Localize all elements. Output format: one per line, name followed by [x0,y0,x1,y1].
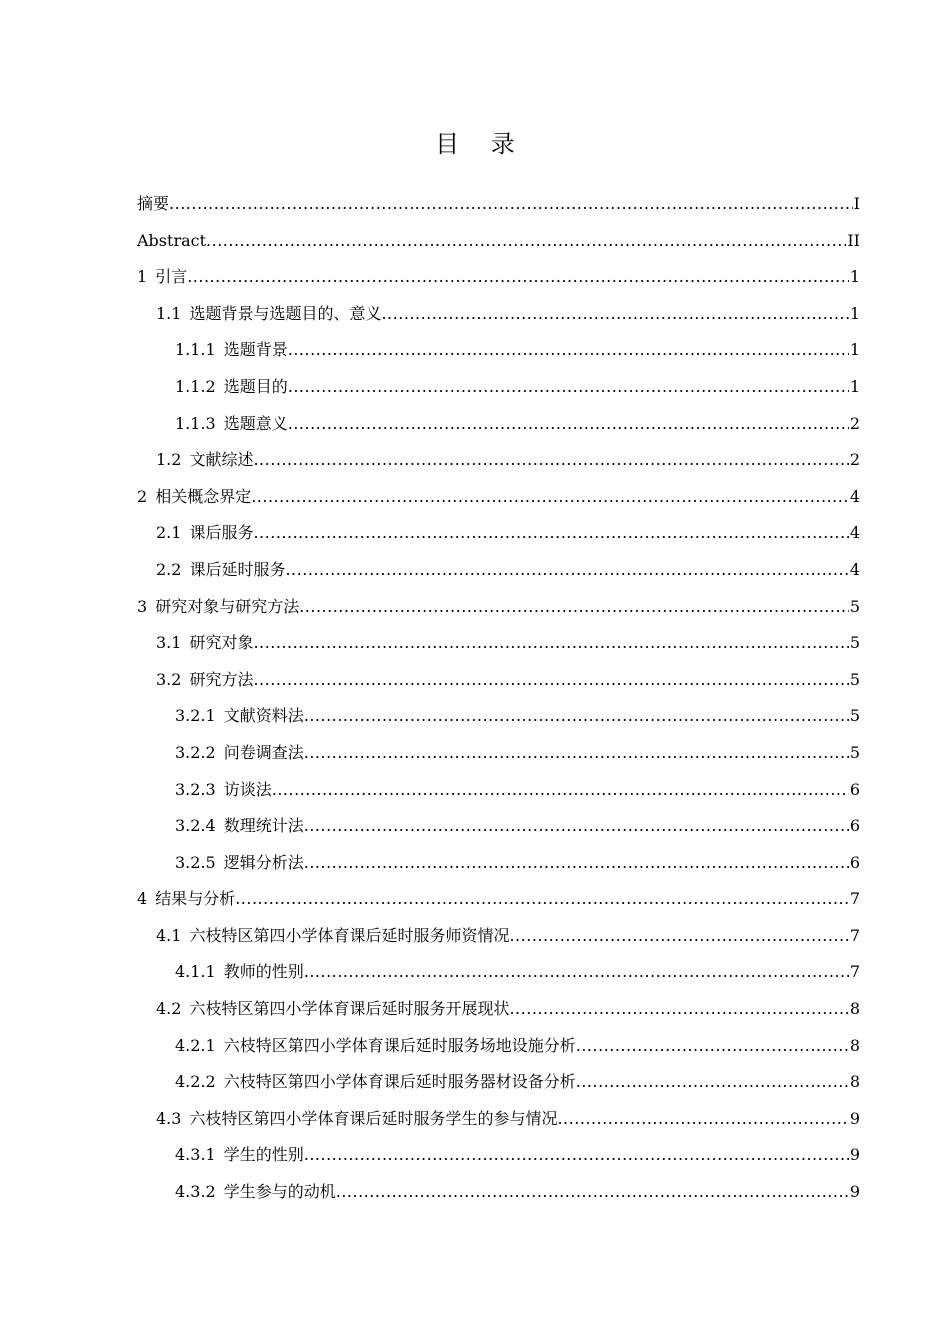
toc-entry-number: 2 [137,486,148,506]
toc-entry-page-number: 8 [849,1035,860,1055]
dot-leader [381,296,848,333]
toc-entry-page-number: 4 [849,559,860,579]
toc-entry-title: 课后服务 [189,523,254,543]
toc-entry-number: 4.3.2 [175,1182,216,1202]
toc-entry-title: 课后延时服务 [189,559,286,579]
page-title: 目 录 [435,130,527,158]
dot-leader [509,991,848,1028]
table-of-contents [137,186,860,1211]
toc-entry-number: 3.2.4 [175,816,216,836]
toc-entry[interactable] [137,296,860,333]
toc-entry[interactable] [137,332,860,369]
toc-entry-number: 1.1.2 [175,376,216,396]
dot-leader [187,259,849,296]
toc-entry-number: 1.1 [156,303,182,323]
toc-entry-page-number: 9 [849,1145,860,1165]
toc-entry[interactable] [137,186,860,223]
toc-entry-page-number: 1 [849,303,860,323]
toc-entry-number: 3.2.1 [175,706,216,726]
dot-leader [235,881,849,918]
toc-entry[interactable] [137,589,860,626]
dot-leader [304,1137,849,1174]
toc-entry-page-number: 6 [849,852,860,872]
dot-leader [304,735,849,772]
toc-entry-title: 研究对象与研究方法 [155,596,300,616]
dot-leader [206,223,846,260]
toc-entry-title: 访谈法 [223,779,272,799]
toc-entry-page-number: 9 [849,1182,860,1202]
toc-entry[interactable] [137,698,860,735]
toc-entry-title: 选题背景与选题目的、意义 [189,303,382,323]
toc-entry-number: 3.1 [156,633,182,653]
toc-entry-number: 4.1.1 [175,962,216,982]
toc-entry[interactable] [137,1174,860,1211]
toc-entry-page-number: 6 [849,816,860,836]
dot-leader [251,479,849,516]
toc-entry-page-number: 5 [849,596,860,616]
toc-entry-page-number: 1 [849,267,860,287]
toc-entry-page-number: 5 [849,742,860,762]
toc-entry-number: 4.3 [156,1108,182,1128]
dot-leader [253,662,848,699]
toc-entry-page-number: 4 [849,486,860,506]
toc-entry[interactable] [137,442,860,479]
toc-entry-title: 六枝特区第四小学体育课后延时服务开展现状 [189,999,510,1019]
toc-entry[interactable] [137,735,860,772]
toc-entry-title: 选题目的 [223,376,288,396]
dot-leader [304,954,849,991]
dot-leader [576,1028,849,1065]
toc-entry[interactable] [137,479,860,516]
toc-entry-page-number: 7 [849,925,860,945]
toc-entry-page-number: 5 [849,669,860,689]
toc-entry-number: 3.2.3 [175,779,216,799]
toc-entry-page-number: 5 [849,706,860,726]
toc-entry-title: 数理统计法 [223,816,304,836]
toc-entry-title: 文献综述 [189,450,254,470]
toc-entry-number: 4.1 [156,925,182,945]
toc-entry[interactable] [137,223,860,260]
toc-entry[interactable] [137,1137,860,1174]
toc-entry-page-number: 2 [849,413,860,433]
dot-leader [557,1101,848,1138]
toc-entry-page-number: 7 [849,962,860,982]
toc-entry[interactable] [137,259,860,296]
toc-entry-title: 六枝特区第四小学体育课后延时服务学生的参与情况 [189,1108,558,1128]
toc-entry-title: 选题背景 [223,340,288,360]
toc-entry-number: 2.1 [156,523,182,543]
dot-leader [253,442,848,479]
toc-entry-number: 2.2 [156,559,182,579]
toc-entry[interactable] [137,991,860,1028]
toc-entry[interactable] [137,954,860,991]
toc-entry-number: 4.3.1 [175,1145,216,1165]
dot-leader [304,845,849,882]
toc-entry-page-number: 1 [849,340,860,360]
toc-entry[interactable] [137,552,860,589]
toc-entry-title: 六枝特区第四小学体育课后延时服务场地设施分析 [223,1035,576,1055]
toc-entry-title: 研究对象 [189,633,254,653]
dot-leader [272,772,849,809]
toc-entry[interactable] [137,1101,860,1138]
toc-entry-page-number: 8 [849,999,860,1019]
toc-entry-page-number: 1 [849,376,860,396]
toc-entry-number: 4.2 [156,999,182,1019]
dot-leader [336,1174,849,1211]
toc-entry-page-number: 2 [849,450,860,470]
dot-leader [304,808,849,845]
toc-entry-page-number: 8 [849,1072,860,1092]
toc-entry-title: 结果与分析 [155,889,236,909]
toc-entry-title: 研究方法 [189,669,254,689]
toc-entry-title: 教师的性别 [223,962,304,982]
toc-entry-title: 学生的性别 [223,1145,304,1165]
toc-entry[interactable] [137,662,860,699]
toc-entry[interactable] [137,1064,860,1101]
toc-entry-title: 相关概念界定 [155,486,252,506]
toc-entry-title: 学生参与的动机 [223,1182,336,1202]
dot-leader [304,698,849,735]
toc-entry-number: 3.2 [156,669,182,689]
dot-leader [253,625,848,662]
toc-entry-number: 1.1.1 [175,340,216,360]
dot-leader [169,186,853,223]
toc-entry-title: 选题意义 [223,413,288,433]
toc-entry-number: 3.2.2 [175,742,216,762]
toc-entry-number: 3 [137,596,148,616]
toc-entry[interactable] [137,845,860,882]
toc-entry-number: 3.2.5 [175,852,216,872]
toc-entry-page-number: 6 [849,779,860,799]
toc-entry-page-number: 7 [849,889,860,909]
toc-entry-number: 4 [137,889,148,909]
dot-leader [288,369,849,406]
toc-entry-page-number: 9 [849,1108,860,1128]
toc-entry-page-number: I [853,194,860,213]
toc-entry[interactable] [137,625,860,662]
toc-entry-title: 六枝特区第四小学体育课后延时服务师资情况 [189,925,510,945]
toc-entry[interactable] [137,1028,860,1065]
dot-leader [288,406,849,443]
toc-entry-number: 4.2.2 [175,1072,216,1092]
toc-entry-title: 引言 [155,267,188,287]
toc-entry-number: 1.1.3 [175,413,216,433]
toc-entry-page-number: 5 [849,633,860,653]
toc-entry-page-number: 4 [849,523,860,543]
toc-entry-title: Abstract [137,230,207,250]
toc-entry[interactable] [137,772,860,809]
toc-entry-title: 逻辑分析法 [223,852,304,872]
dot-leader [299,589,849,626]
dot-leader [576,1064,849,1101]
toc-entry[interactable] [137,808,860,845]
dot-leader [285,552,848,589]
toc-entry-number: 1 [137,267,148,287]
toc-entry-number: 4.2.1 [175,1035,216,1055]
toc-entry-title: 文献资料法 [223,706,304,726]
toc-entry[interactable] [137,369,860,406]
toc-entry[interactable] [137,406,860,443]
toc-entry-page-number: II [847,230,860,250]
toc-entry[interactable] [137,515,860,552]
toc-entry-title: 摘要 [137,194,170,213]
dot-leader [509,918,848,955]
toc-entry-title: 问卷调查法 [223,742,304,762]
toc-entry-title: 六枝特区第四小学体育课后延时服务器材设备分析 [223,1072,576,1092]
dot-leader [253,515,848,552]
toc-entry[interactable] [137,881,860,918]
dot-leader [288,332,849,369]
toc-entry-number: 1.2 [156,450,182,470]
toc-entry[interactable] [137,918,860,955]
